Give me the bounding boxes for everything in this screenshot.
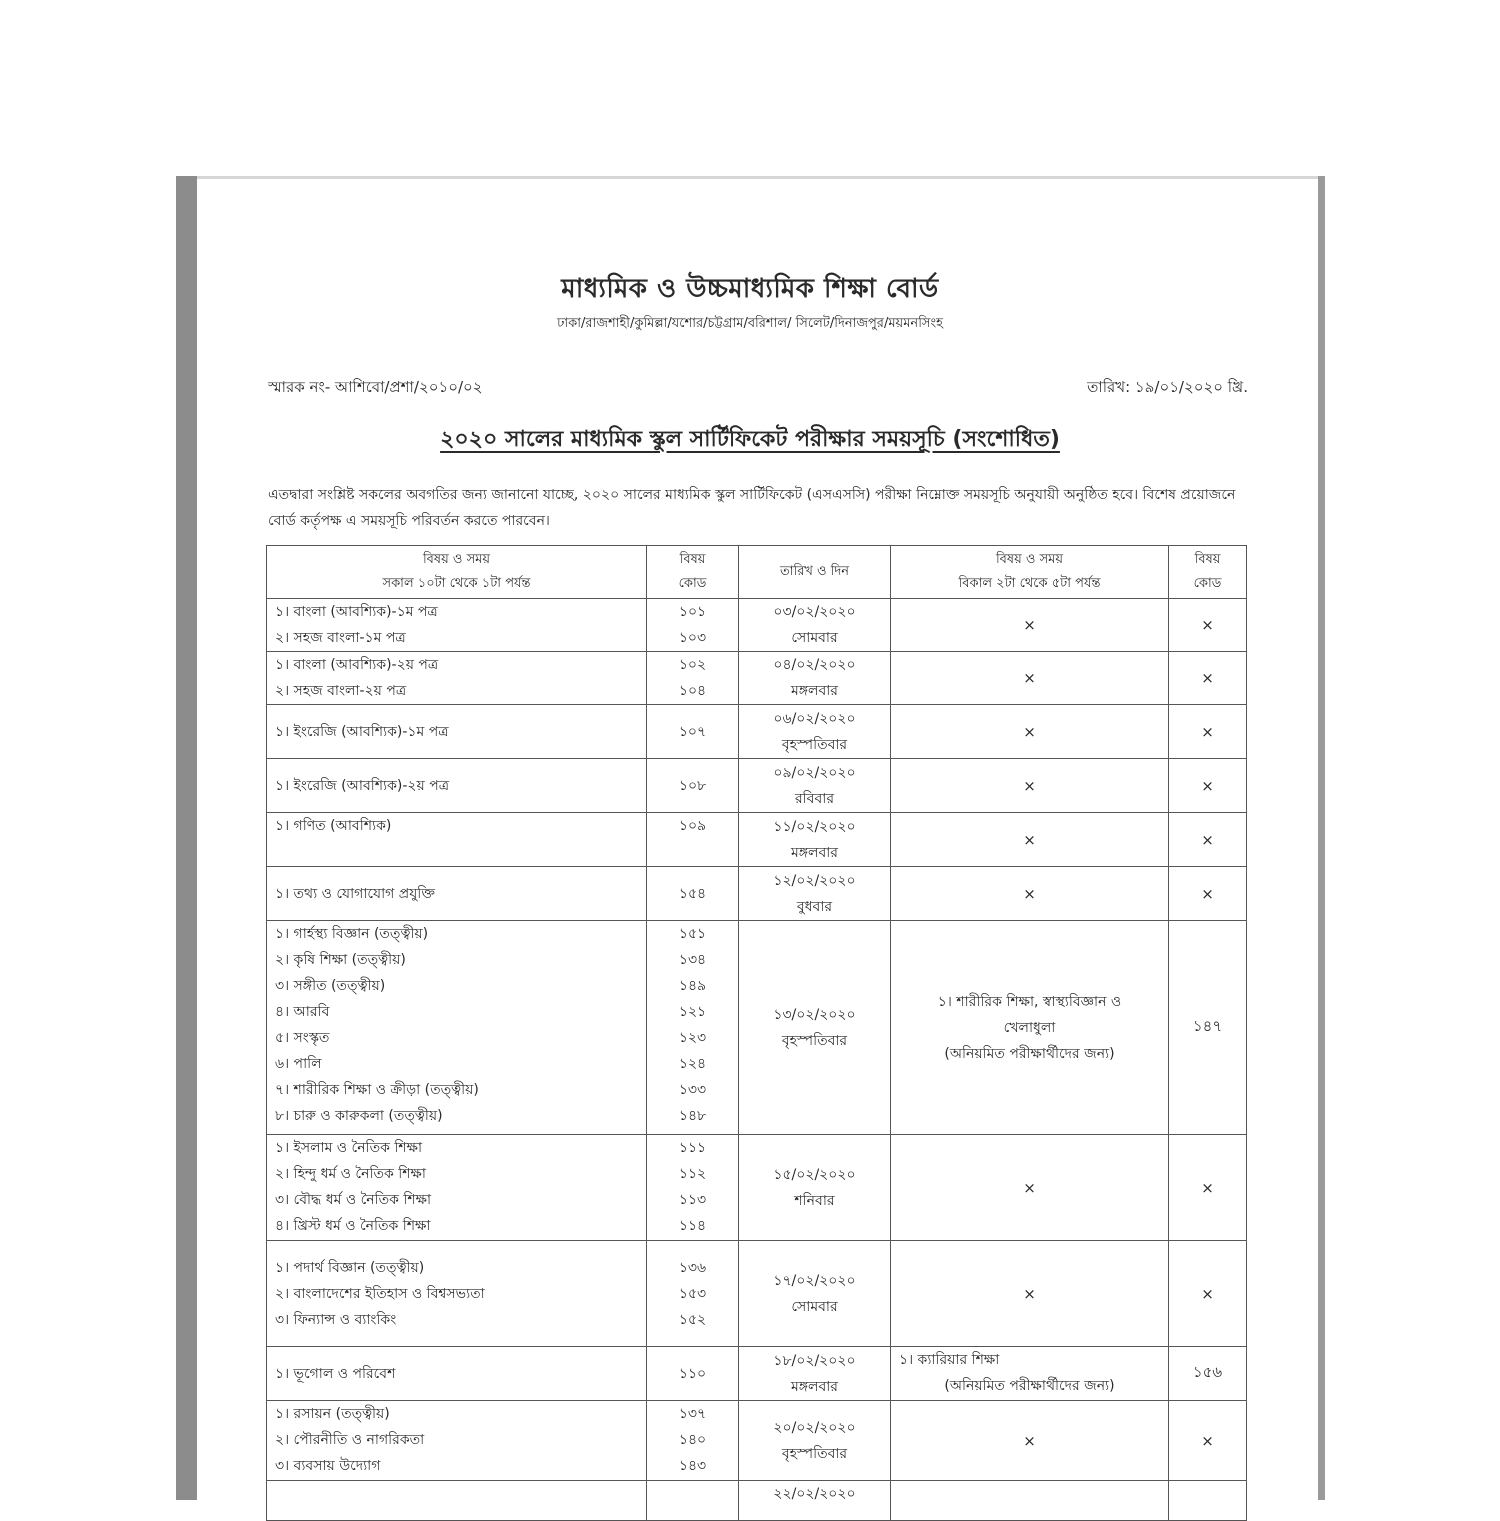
exam-date: ১৩/০২/২০২০ xyxy=(773,1006,856,1023)
header-afternoon: বিষয় ও সময় বিকাল ২টা থেকে ৫টা পর্যন্ত xyxy=(891,546,1169,599)
exam-date: ১৫/০২/২০২০ xyxy=(773,1166,856,1183)
table-row xyxy=(267,1481,1247,1521)
page-top-edge xyxy=(176,176,1325,179)
subject-cell: ১। গার্হস্থ্য বিজ্ঞান (তত্ত্বীয়) ২। কৃষি শিক্ষা (তত্ত্বীয়) ৩। সঙ্গীত (তত্ত্বীয়) ৪। আরবি ৫। সংস্কৃত ৬। পালি ৭। শারীরিক শিক্ষা ও ক্রীড়া (তত্ত্বীয়) ৮। চারু ও কারুকলা (তত্ত্বীয়) xyxy=(267,921,647,1135)
exam-date: ১৭/০২/২০২০ xyxy=(773,1272,856,1289)
afternoon-cell: × xyxy=(891,652,1169,705)
exam-schedule-table xyxy=(266,545,1247,1521)
subject-cell: ১। ভূগোল ও পরিবেশ xyxy=(267,1347,647,1401)
code-2-cell: × xyxy=(1169,705,1247,759)
exam-day: বৃহস্পতিবার xyxy=(781,1445,848,1462)
date-day-cell xyxy=(739,705,891,759)
table-row xyxy=(267,867,1247,921)
exam-day: মঙ্গলবার xyxy=(790,1378,839,1395)
code-cell: ১৩৭ ১৪০ ১৪৩ xyxy=(647,1401,739,1481)
table-header-row xyxy=(267,546,1247,599)
code-cell: ১০৭ xyxy=(647,705,739,759)
date-day-cell xyxy=(739,867,891,921)
subject-cell: ১। ইংরেজি (আবশ্যিক)-২য় পত্র xyxy=(267,759,647,813)
exam-day: বৃহস্পতিবার xyxy=(781,736,848,753)
scan-left-edge xyxy=(176,176,197,1500)
afternoon-cell: × xyxy=(891,599,1169,652)
table-row xyxy=(267,921,1247,1135)
subject-cell: ১। বাংলা (আবশ্যিক)-২য় পত্র ২। সহজ বাংলা-২য় পত্র xyxy=(267,652,647,705)
document-heading xyxy=(0,422,1500,459)
subject-cell: ১। পদার্থ বিজ্ঞান (তত্ত্বীয়) ২। বাংলাদেশের ইতিহাস ও বিশ্বসভ্যতা ৩। ফিন্যান্স ও ব্যাংকিং xyxy=(267,1241,647,1347)
exam-day: সোমবার xyxy=(791,630,838,646)
code-cell: ১০১ ১০৩ xyxy=(647,599,739,652)
exam-day: মঙ্গলবার xyxy=(790,683,839,699)
code-cell: ১০২ ১০৪ xyxy=(647,652,739,705)
header-code: বিষয় কোড xyxy=(647,546,739,599)
intro-paragraph: এতদ্বারা সংশ্লিষ্ট সকলের অবগতির জন্য জানানো যাচ্ছে, ২০২০ সালের মাধ্যমিক স্কুল সার্টিফিকেট (এসএসসি) পরীক্ষা নিম্নোক্ত সময়সূচি অনুযায়ী অনুষ্ঠিত হবে। বিশেষ প্রয়োজনে বোর্ড কর্তৃপক্ষ এ সময়সূচি পরিবর্তন করতে পারবেন। xyxy=(268,487,1236,529)
code-2-cell: ১৫৬ xyxy=(1169,1347,1247,1401)
date-day-cell xyxy=(739,1241,891,1347)
table-row xyxy=(267,1135,1247,1241)
exam-date: ০৪/০২/২০২০ xyxy=(773,657,856,673)
code-2-cell xyxy=(1169,1481,1247,1521)
exam-day: রবিবার xyxy=(794,790,835,807)
date-day-cell xyxy=(739,921,891,1135)
afternoon-cell: × xyxy=(891,867,1169,921)
exam-day: শনিবার xyxy=(794,1192,835,1209)
exam-date: ১১/০২/২০২০ xyxy=(773,818,856,835)
afternoon-cell: × xyxy=(891,1401,1169,1481)
exam-date: ০৩/০২/২০২০ xyxy=(773,604,856,620)
board-list: ঢাকা/রাজশাহী/কুমিল্লা/যশোর/চট্টগ্রাম/বরিশাল/ সিলেট/দিনাজপুর/ময়মনসিংহ xyxy=(557,316,943,331)
subject-cell: ১। রসায়ন (তত্ত্বীয়) ২। পৌরনীতি ও নাগরিকতা ৩। ব্যবসায় উদ্যোগ xyxy=(267,1401,647,1481)
header-date-day: তারিখ ও দিন xyxy=(739,546,891,599)
header-morning: বিষয় ও সময় সকাল ১০টা থেকে ১টা পর্যন্ত xyxy=(267,546,647,599)
table-row xyxy=(267,652,1247,705)
afternoon-cell: ১। শারীরিক শিক্ষা, স্বাস্থ্যবিজ্ঞান ও খেলাধুলা (অনিয়মিত পরীক্ষার্থীদের জন্য) xyxy=(891,921,1169,1135)
code-2-cell: × xyxy=(1169,867,1247,921)
code-cell: ১৫৪ xyxy=(647,867,739,921)
date-day-cell xyxy=(739,1481,891,1521)
exam-day: মঙ্গলবার xyxy=(790,844,839,861)
exam-date: ১৮/০২/২০২০ xyxy=(773,1352,856,1369)
code-cell: ১০৮ xyxy=(647,759,739,813)
header-code-2: বিষয় কোড xyxy=(1169,546,1247,599)
table-row xyxy=(267,813,1247,867)
subject-cell: ১। তথ্য ও যোগাযোগ প্রযুক্তি xyxy=(267,867,647,921)
memo-number: স্মারক নং- আশিবো/প্রশা/২০১০/০২ xyxy=(268,378,483,396)
code-2-cell: × xyxy=(1169,1401,1247,1481)
table-body xyxy=(267,599,1247,1521)
table-row xyxy=(267,759,1247,813)
table-row xyxy=(267,705,1247,759)
exam-date: ১২/০২/২০২০ xyxy=(773,872,856,889)
exam-day: বুধবার xyxy=(796,898,833,915)
afternoon-cell: × xyxy=(891,1135,1169,1241)
table-row xyxy=(267,599,1247,652)
code-2-cell: × xyxy=(1169,1241,1247,1347)
date-day-cell xyxy=(739,759,891,813)
exam-date: ২২/০২/২০২০ xyxy=(773,1486,856,1502)
table-row xyxy=(267,1401,1247,1481)
subject-cell: ১। ইসলাম ও নৈতিক শিক্ষা ২। হিন্দু ধর্ম ও নৈতিক শিক্ষা ৩। বৌদ্ধ ধর্ম ও নৈতিক শিক্ষা ৪। খ্রিস্ট ধর্ম ও নৈতিক শিক্ষা xyxy=(267,1135,647,1241)
code-2-cell: × xyxy=(1169,1135,1247,1241)
date-day-cell xyxy=(739,813,891,867)
code-cell: ১১১ ১১২ ১১৩ ১১৪ xyxy=(647,1135,739,1241)
scan-right-edge xyxy=(1318,176,1325,1500)
table-row xyxy=(267,1241,1247,1347)
date-day-cell xyxy=(739,1401,891,1481)
code-2-cell: × xyxy=(1169,759,1247,813)
subject-cell: ১। ইংরেজি (আবশ্যিক)-১ম পত্র xyxy=(267,705,647,759)
issue-date: তারিখ: ১৯/০১/২০২০ খ্রি. xyxy=(1087,378,1248,396)
subject-cell: ১। গণিত (আবশ্যিক) xyxy=(267,813,647,867)
date-day-cell xyxy=(739,1135,891,1241)
code-cell: ১০৯ xyxy=(647,813,739,867)
code-cell xyxy=(647,1481,739,1521)
exam-day: বৃহস্পতিবার xyxy=(781,1032,848,1049)
afternoon-cell xyxy=(891,1481,1169,1521)
afternoon-cell: ১। ক্যারিয়ার শিক্ষা (অনিয়মিত পরীক্ষার্থীদের জন্য) xyxy=(891,1347,1169,1401)
date-day-cell xyxy=(739,652,891,705)
table-row xyxy=(267,1347,1247,1401)
code-2-cell: ১৪৭ xyxy=(1169,921,1247,1135)
afternoon-cell: × xyxy=(891,705,1169,759)
exam-day: সোমবার xyxy=(791,1298,838,1315)
afternoon-cell: × xyxy=(891,759,1169,813)
code-cell: ১৫১ ১৩৪ ১৪৯ ১২১ ১২৩ ১২৪ ১৩৩ ১৪৮ xyxy=(647,921,739,1135)
exam-date: ২০/০২/২০২০ xyxy=(773,1419,856,1436)
afternoon-cell: × xyxy=(891,1241,1169,1347)
subject-cell xyxy=(267,1481,647,1521)
code-cell: ১৩৬ ১৫৩ ১৫২ xyxy=(647,1241,739,1347)
afternoon-cell: × xyxy=(891,813,1169,867)
date-day-cell xyxy=(739,1347,891,1401)
code-cell: ১১০ xyxy=(647,1347,739,1401)
exam-date: ০৬/০২/২০২০ xyxy=(773,710,856,727)
code-2-cell: × xyxy=(1169,599,1247,652)
date-day-cell xyxy=(739,599,891,652)
exam-date: ০৯/০২/২০২০ xyxy=(773,764,856,781)
code-2-cell: × xyxy=(1169,652,1247,705)
code-2-cell: × xyxy=(1169,813,1247,867)
heading-text: ২০২০ সালের মাধ্যমিক স্কুল সার্টিফিকেট পরীক্ষার সময়সূচি (সংশোধিত) xyxy=(440,427,1060,452)
board-title: মাধ্যমিক ও উচ্চমাধ্যমিক শিক্ষা বোর্ড xyxy=(561,274,939,304)
subject-cell: ১। বাংলা (আবশ্যিক)-১ম পত্র ২। সহজ বাংলা-১ম পত্র xyxy=(267,599,647,652)
